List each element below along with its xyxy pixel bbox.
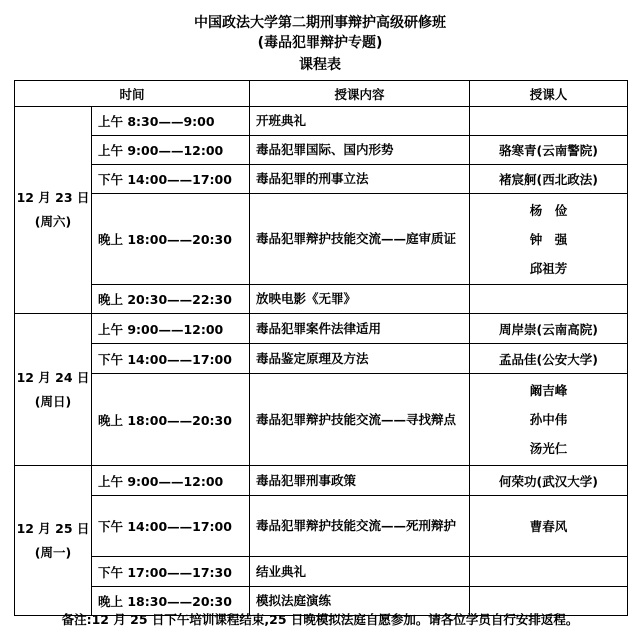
session-content: 毒品犯罪辩护技能交流——庭审质证: [250, 194, 470, 285]
session-time: 下午 14:00——17:00: [92, 165, 250, 194]
session-lecturer: 曹春风: [470, 496, 628, 557]
session-lecturer: 褚宸舸(西北政法): [470, 165, 628, 194]
session-content: 毒品犯罪辩护技能交流——寻找辩点: [250, 374, 470, 466]
day-weekday: (周日): [34, 393, 72, 409]
session-time: 上午 8:30——9:00: [92, 107, 250, 136]
session-content: 毒品犯罪案件法律适用: [250, 314, 470, 344]
schedule-table: [14, 80, 628, 616]
table-row: [15, 285, 628, 314]
day-date: 12 月 25 日: [16, 520, 90, 536]
session-time: 上午 9:00——12:00: [92, 466, 250, 496]
lecturer-name: 汤光仁: [529, 441, 568, 456]
table-row: [15, 136, 628, 165]
day-date: 12 月 23 日: [16, 190, 90, 205]
session-lecturer: [470, 557, 628, 587]
day-cell: [15, 314, 92, 466]
lecturer-name: 钟 强: [529, 231, 568, 247]
session-time: 下午 17:00——17:30: [92, 557, 250, 587]
session-time: 下午 14:00——17:00: [92, 496, 250, 557]
session-lecturer-group: [470, 194, 628, 285]
column-header-content: 授课内容: [250, 81, 470, 107]
table-row: [15, 107, 628, 136]
column-header-time: 时间: [15, 81, 250, 107]
session-lecturer-group: [470, 374, 628, 466]
lecturer-name: 邱祖芳: [529, 260, 568, 276]
table-row: [15, 194, 628, 285]
lecturer-name: 孙中伟: [529, 412, 568, 427]
session-time: 下午 14:00——17:00: [92, 344, 250, 374]
session-lecturer: 骆寒青(云南警院): [470, 136, 628, 165]
session-time: 晚上 18:00——20:30: [92, 374, 250, 466]
table-row: [15, 496, 628, 557]
lecturer-name: 阚吉峰: [529, 383, 568, 398]
session-content: 毒品犯罪的刑事立法: [250, 165, 470, 194]
session-content: 毒品犯罪刑事政策: [250, 466, 470, 496]
table-row: [15, 466, 628, 496]
document-title: 中国政法大学第二期刑事辩护高级研修班: [194, 15, 446, 31]
session-time: 上午 9:00——12:00: [92, 314, 250, 344]
session-lecturer: 孟品佳(公安大学): [470, 344, 628, 374]
session-time: 上午 9:00——12:00: [92, 136, 250, 165]
session-time: 晚上 18:00——20:30: [92, 194, 250, 285]
session-lecturer: [470, 107, 628, 136]
day-weekday: (周六): [34, 214, 72, 229]
table-row: [15, 314, 628, 344]
session-content: 毒品鉴定原理及方法: [250, 344, 470, 374]
table-row: [15, 344, 628, 374]
table-row: [15, 374, 628, 466]
session-content: 模拟法庭演练: [250, 587, 470, 616]
day-date: 12 月 24 日: [16, 369, 90, 385]
document-subtitle: (毒品犯罪辩护专题): [257, 35, 383, 51]
session-lecturer: 周岸崇(云南高院): [470, 314, 628, 344]
session-time: 晚上 20:30——22:30: [92, 285, 250, 314]
session-content: 开班典礼: [250, 107, 470, 136]
day-cell: [15, 466, 92, 616]
table-row: [15, 557, 628, 587]
column-header-lecturer: 授课人: [470, 81, 628, 107]
session-content: 毒品犯罪辩护技能交流——死刑辩护: [250, 496, 470, 557]
session-content: 毒品犯罪国际、国内形势: [250, 136, 470, 165]
session-lecturer: 何荣功(武汉大学): [470, 466, 628, 496]
table-header-row: [15, 81, 628, 107]
day-weekday: (周一): [34, 544, 72, 560]
session-content: 结业典礼: [250, 557, 470, 587]
table-row: [15, 165, 628, 194]
footnote: 备注:12 月 25 日下午培训课程结束,25 日晚模拟法庭自愿参加。请各位学员自行安排返程。: [61, 612, 579, 627]
session-lecturer: [470, 285, 628, 314]
day-cell: [15, 107, 92, 314]
session-time: 晚上 18:30——20:30: [92, 587, 250, 616]
lecturer-name: 杨 俭: [529, 202, 568, 218]
schedule-heading: 课程表: [299, 57, 341, 73]
session-content: 放映电影《无罪》: [250, 285, 470, 314]
